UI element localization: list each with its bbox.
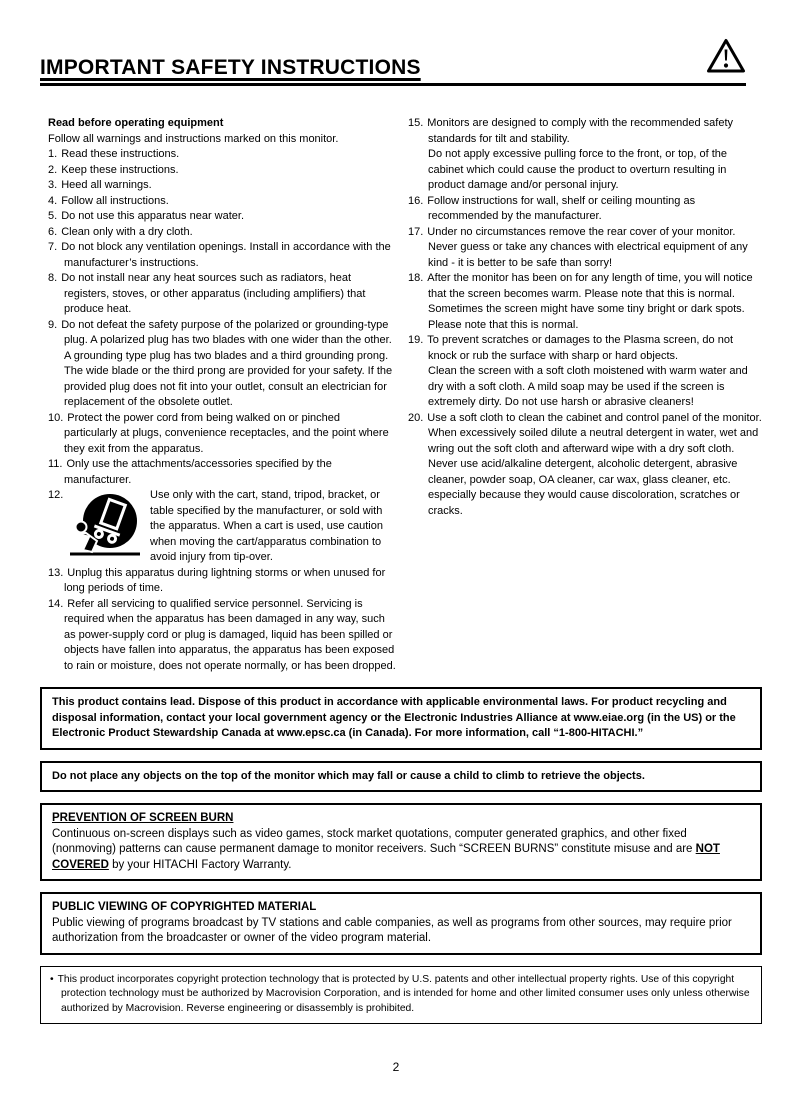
item-text: To prevent scratches or damages to the Plasma screen, do not knock or rub the surface with sharp or hard objects. [427,334,734,362]
notice-text: Do not place any objects on the top of the monitor which may fall or cause a child to climb to retrieve the objects. [52,769,645,782]
item-number: 6. [48,225,58,238]
item-number: 13. [48,566,64,579]
item-number: 10. [48,411,64,424]
page-number: 2 [392,1060,400,1074]
safety-item-20 [408,411,762,520]
safety-item-10 [48,411,396,458]
item-number: 15. [408,117,424,129]
item-number: 17. [408,225,424,238]
safety-item-15 [408,116,762,194]
safety-item-8 [48,271,396,318]
emphasized-text: NOT COVERED [52,843,720,871]
item-number: 8. [48,272,58,284]
safety-item-6 [48,225,396,241]
page-header [40,38,746,86]
bullet: • [50,973,54,985]
item-text: Use a soft cloth to clean the cabinet and control panel of the monitor. When excessively soiled dilute a neutral detergent in water, wet and wring out the soft cloth and afterward wipe with a dry soft cloth. [427,411,762,455]
safety-item-16 [408,194,762,225]
item-text: Do not apply excessive pulling force to the front, or top, of the cabinet which could cause the product to overturn resulting in product damage and/or personal injury. [428,148,728,191]
item-text: Sometimes the screen might have some tiny bright or dark spots. Please note that this is normal. [428,303,745,331]
item-text: Do not defeat the safety purpose of the polarized or grounding-type plug. A polarized plug has two blades with one wider than the other. A grounding type plug has two blades and a third grounding prong. The wide blade or the third prong are provided for your safety. If the provided plug does not fit into your outlet, consult an electrician for replacement of the obsolete outlet. [61,318,393,408]
objects-warning-notice [40,761,762,793]
notice-heading: PREVENTION OF SCREEN BURN [52,812,234,824]
item-number: 9. [48,318,58,331]
warning-triangle-icon [706,38,746,79]
item-text: Follow instructions for wall, shelf or ceiling mounting as recommended by the manufacturer. [427,194,696,222]
item-text: Keep these instructions. [61,163,179,176]
item-text: Do not block any ventilation openings. Install in accordance with the manufacturer’s instructions. [61,241,391,269]
item-text: After the monitor has been on for any length of time, you will notice that the screen becomes warm. Please note that this is normal. [427,272,753,300]
item-text: Monitors are designed to comply with the recommended safety standards for tilt and stability. [427,117,734,145]
item-text: Follow all instructions. [61,194,169,207]
item-number: 11. [48,458,63,470]
item-text: Use only with the cart, stand, tripod, bracket, or table specified by the manufacturer, or sold with the apparatus. When a cart is used, use caution when moving the cart/apparatus combination to avoid injury from tip-over. [150,489,383,563]
safety-item-18 [408,271,762,333]
safety-item-4 [48,194,396,210]
item-text: Do not install near any heat sources such as radiators, heat registers, stoves, or other apparatus (including amplifiers) that produce heat. [61,272,366,315]
section-heading: Read before operating equipment [48,117,224,129]
right-column [408,116,762,674]
item-text: Read these instructions. [61,148,180,160]
lead-disposal-notice [40,687,762,750]
left-column [48,116,396,674]
notice-text: Continuous on-screen displays such as video games, stock market quotations, computer generated graphics, and other fixed (nonmoving) patterns can cause permanent damage to monitor receivers. Such “SCREEN BURNS” constitute misuse and are NOT COVERED by your HITACHI Factory Warranty. [52,827,720,871]
safety-item-5 [48,209,396,225]
item-text: Protect the power cord from being walked on or pinched particularly at plugs, convenience receptacles, and the point where they exit from the apparatus. [64,411,389,455]
notice-text: This product contains lead. Dispose of this product in accordance with applicable environmental laws. For product recycling and disposal information, contact your local government agency or the Electronic Industries Alliance at www.eiae.org (in the US) or the Electronic Product Stewardship Canada at www.epsc.ca (in Canada). For more information, call “1-800-HITACHI.” [52,696,736,739]
item-number: 20. [408,411,424,424]
safety-item-7 [48,240,396,271]
item-number: 12. [48,489,64,501]
item-text: Heed all warnings. [61,179,152,191]
safety-item-19 [408,333,762,411]
item-text: Under no circumstances remove the rear cover of your monitor. [427,225,736,238]
screen-burn-notice [40,803,762,881]
item-number: 1. [48,148,58,160]
item-number: 14. [48,597,64,610]
safety-item-11 [48,457,396,488]
item-number: 18. [408,272,424,284]
instructions-body [48,116,762,674]
intro-text: Follow all warnings and instructions marked on this monitor. [48,132,339,145]
safety-item-17 [408,225,762,272]
item-text: Refer all servicing to qualified service personnel. Servicing is required when the apparatus has been damaged in any way, such as power-supply cord or plug is damaged, liquid has been spilled or objects have fallen into apparatus, the apparatus has been exposed to rain or moisture, does not operate normally, or has been dropped. [64,597,396,672]
item-text: Never use acid/alkaline detergent, alcoholic detergent, abrasive cleaner, powder soap, OA cleaner, car wax, glass cleaner, etc. especially because they would cause discoloration, scratches or cracks. [428,458,740,517]
safety-item-1 [48,147,396,163]
item-text: Unplug this apparatus during lightning storms or when unused for long periods of time. [64,566,386,594]
safety-item-12-cart-warning [48,488,396,566]
cart-tip-over-icon [68,490,142,566]
notice-heading: PUBLIC VIEWING OF COPYRIGHTED MATERIAL [52,901,317,913]
item-number: 19. [408,334,424,346]
page-title: IMPORTANT SAFETY INSTRUCTIONS [40,56,421,79]
macrovision-notice [40,966,762,1024]
item-number: 5. [48,210,58,222]
item-number: 7. [48,241,58,253]
item-number: 16. [408,194,424,207]
notices-section [40,687,762,1024]
notice-text: • This product incorporates copyright protection technology that is protected by U.S. patents and other intellectual property rights. Use of this copyright protection technology must be authorized by Macrovision Corporation, and is intended for home and other limited consumer uses only unless otherwise authorized by Macrovision. Reverse engineering or disassembly is prohibited. [50,973,750,1015]
notice-text: Public viewing of programs broadcast by TV stations and cable companies, as well as programs from other sources, may require prior authorization from the broadcaster or owner of the video program material. [52,916,732,944]
item-number: 3. [48,179,58,191]
item-text: Never guess or take any chances with electrical equipment of any kind - it is better to be safe than sorry! [428,241,748,269]
safety-item-13 [48,566,396,597]
item-text: Only use the attachments/accessories specified by the manufacturer. [64,458,332,486]
item-number: 4. [48,194,58,207]
safety-item-2 [48,163,396,179]
item-text: Do not use this apparatus near water. [61,210,245,222]
public-viewing-notice [40,892,762,955]
item-number: 2. [48,163,58,176]
item-text: Clean only with a dry cloth. [61,225,193,238]
safety-item-9 [48,318,396,411]
safety-item-14 [48,597,396,675]
safety-item-3 [48,178,396,194]
item-text: Clean the screen with a soft cloth moistened with warm water and dry with a soft cloth. A mild soap may be used if the screen is extremely dirty. Do not use harsh or abrasive cleaners! [428,365,748,408]
